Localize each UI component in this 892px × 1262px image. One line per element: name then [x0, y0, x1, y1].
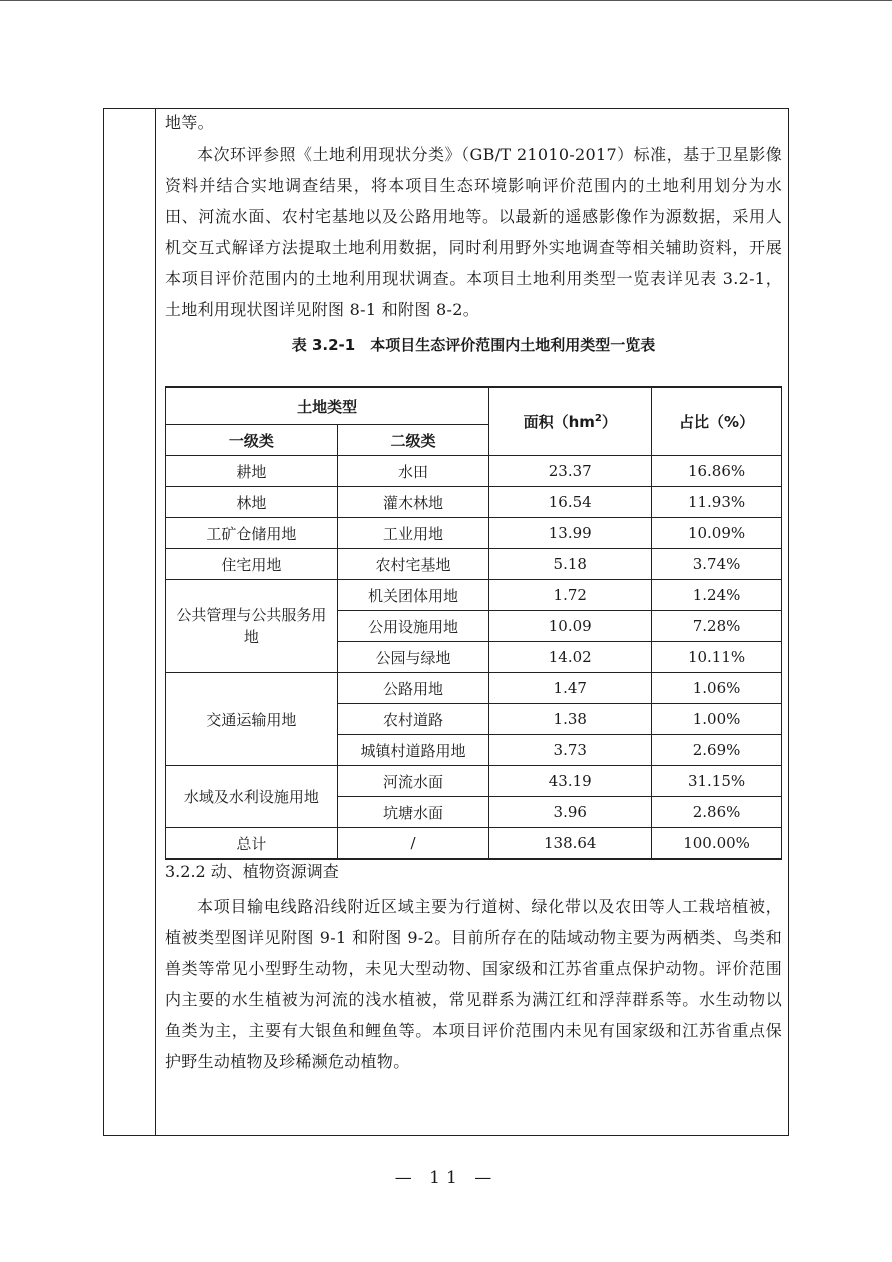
cell-ratio: 10.09%	[652, 518, 782, 549]
cell-level1	[166, 580, 338, 673]
cell-level1: 水域及水利设施用地	[166, 766, 338, 828]
cell-ratio: 16.86%	[652, 456, 782, 487]
cell-level2: 工业用地	[337, 518, 489, 549]
page-top-rule	[0, 0, 892, 1]
cell-level2: 水田	[337, 456, 489, 487]
land-use-table	[165, 386, 782, 860]
cell-area: 5.18	[489, 549, 652, 580]
cell-ratio: 31.15%	[652, 766, 782, 797]
cell-level2: 灌木林地	[337, 487, 489, 518]
table-row	[166, 549, 782, 580]
cell-level2: 坑塘水面	[337, 797, 489, 828]
cell-area: 1.47	[489, 673, 652, 704]
cell-area: 16.54	[489, 487, 652, 518]
total-area: 138.64	[489, 828, 652, 860]
table-row	[166, 673, 782, 704]
table-caption: 表 3.2-1 本项目生态评价范围内土地利用类型一览表	[291, 336, 656, 354]
table-row	[166, 487, 782, 518]
cell-level1-text: 公共管理与公共服务用地	[176, 606, 327, 646]
cell-level2: 河流水面	[337, 766, 489, 797]
cell-area: 13.99	[489, 518, 652, 549]
cell-ratio: 1.06%	[652, 673, 782, 704]
cell-ratio: 1.24%	[652, 580, 782, 611]
page-number: — 11 —	[394, 1168, 498, 1188]
cell-level2: 公用设施用地	[337, 611, 489, 642]
cell-ratio: 2.69%	[652, 735, 782, 766]
table-row	[166, 766, 782, 797]
land-use-paragraph: 本次环评参照《土地利用现状分类》（GB/T 21010-2017）标准，基于卫星影像资料并结合实地调查结果，将本项目生态环境影响评价范围内的土地利用划分为水田、河流水面、农村宅基地以及公路用地等。以最新的遥感影像作为源数据，采用人机交互式解译方法提取土地利用数据，同时利用野外实地调查等相关辅助资料，开展本项目评价范围内的土地利用现状调查。本项目土地利用类型一览表详见表 3.2-1，土地利用现状图详见附图 8-1 和附图 8-2。	[165, 145, 782, 319]
cell-level1: 住宅用地	[166, 549, 338, 580]
cell-level1: 交通运输用地	[166, 673, 338, 766]
cell-ratio: 1.00%	[652, 704, 782, 735]
cell-ratio: 11.93%	[652, 487, 782, 518]
table-row	[166, 456, 782, 487]
cell-area: 3.96	[489, 797, 652, 828]
header-ratio: 占比（%）	[652, 387, 782, 456]
cell-level1: 耕地	[166, 456, 338, 487]
cell-ratio: 10.11%	[652, 642, 782, 673]
left-column-divider	[155, 108, 156, 1136]
cell-level2: 农村道路	[337, 704, 489, 735]
cell-area: 3.73	[489, 735, 652, 766]
body-text-bottom	[165, 858, 782, 1077]
header-area: 面积$(hm^2)$	[489, 387, 652, 456]
cell-level2: 机关团体用地	[337, 580, 489, 611]
cell-area: 14.02	[489, 642, 652, 673]
cell-area: 43.19	[489, 766, 652, 797]
cell-level2: 公园与绿地	[337, 642, 489, 673]
header-level2: 二级类	[337, 425, 489, 456]
total-level2: /	[337, 828, 489, 860]
cell-ratio: 2.86%	[652, 797, 782, 828]
table-row	[166, 580, 782, 611]
header-level1: 一级类	[166, 425, 338, 456]
total-ratio: 100.00%	[652, 828, 782, 860]
cell-area: 1.38	[489, 704, 652, 735]
cell-level2: 城镇村道路用地	[337, 735, 489, 766]
cell-level1: 工矿仓储用地	[166, 518, 338, 549]
section-heading: 3.2.2 动、植物资源调查	[165, 862, 339, 881]
cell-ratio: 7.28%	[652, 611, 782, 642]
header-land-type: 土地类型	[166, 387, 489, 425]
cell-area: 1.72	[489, 580, 652, 611]
cell-ratio: 3.74%	[652, 549, 782, 580]
cell-level2: 公路用地	[337, 673, 489, 704]
table-row	[166, 518, 782, 549]
flora-fauna-paragraph: 本项目输电线路沿线附近区域主要为行道树、绿化带以及农田等人工栽培植被，植被类型图详见附图 9-1 和附图 9-2。目前所存在的陆域动物主要为两栖类、鸟类和兽类等常见小型野生动物，未见大型动物、国家级和江苏省重点保护动物。评价范围内主要的水生植被为河流的浅水植被，常见群系为满江红和浮萍群系等。水生动物以鱼类为主，主要有大银鱼和鲤鱼等。本项目评价范围内未见有国家级和江苏省重点保护野生动植物及珍稀濒危动植物。	[165, 897, 782, 1071]
cell-area: 23.37	[489, 456, 652, 487]
cell-level1: 林地	[166, 487, 338, 518]
cell-area: 10.09	[489, 611, 652, 642]
total-label: 总计	[166, 828, 338, 860]
table-total-row	[166, 828, 782, 860]
body-text-top	[165, 108, 782, 359]
cell-level2: 农村宅基地	[337, 549, 489, 580]
continuation-text: 地等。	[165, 113, 214, 132]
